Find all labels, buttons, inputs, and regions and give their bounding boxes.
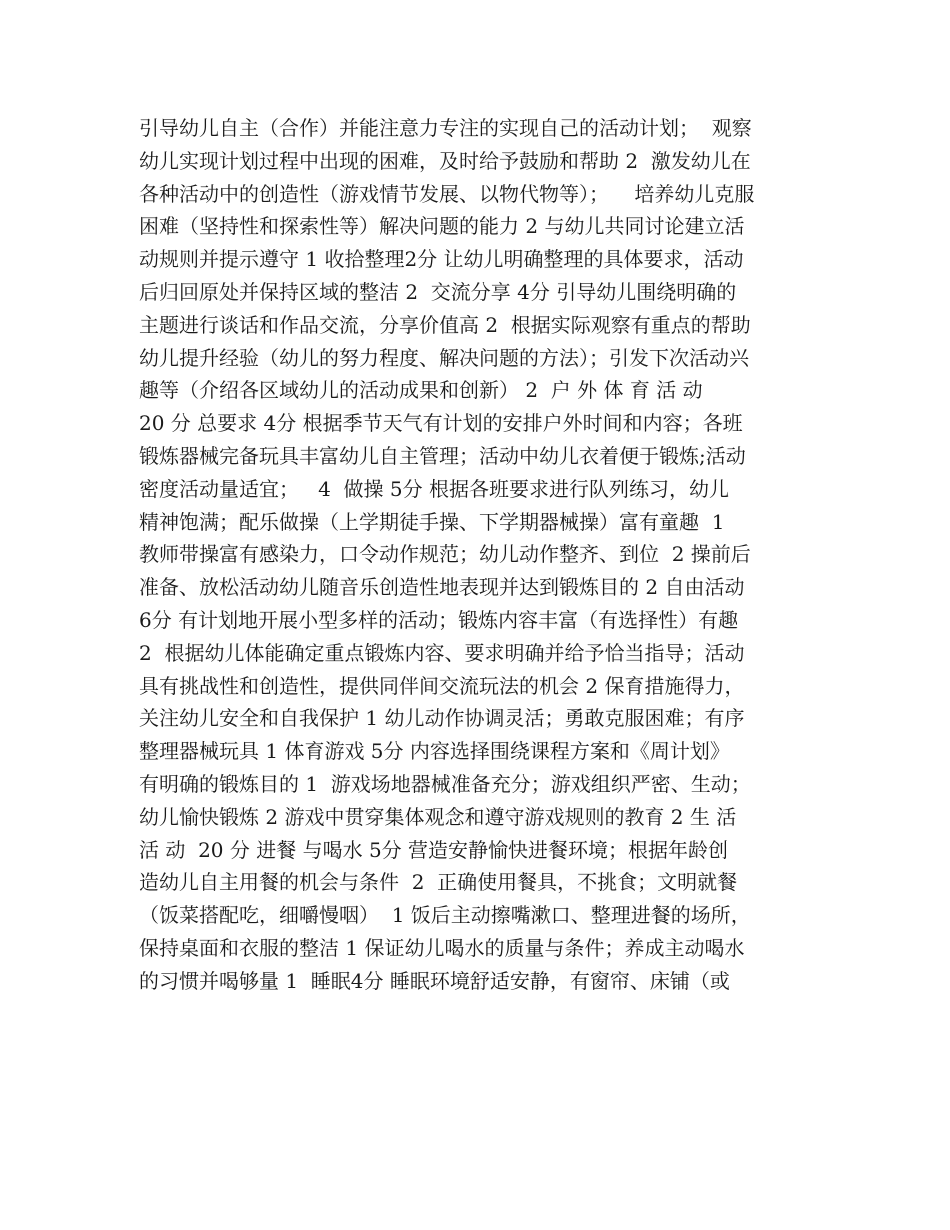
text-line: 动规则并提示遵守 1 收拾整理2分 让幼儿明确整理的具体要求，活动 <box>139 247 744 272</box>
text-line: （饭菜搭配吃，细嚼慢咽） 1 饭后主动擦嘴漱口、整理进餐的场所， <box>139 903 751 928</box>
text-line: 保持桌面和衣服的整洁 1 保证幼儿喝水的质量与条件；养成主动喝水 <box>139 935 745 960</box>
text-line: 幼儿愉快锻炼 2 游戏中贯穿集体观念和遵守游戏规则的教育 2 生 活 <box>139 804 737 829</box>
text-line: 幼儿提升经验（幼儿的努力程度、解决问题的方法）；引发下次活动兴 <box>139 345 749 370</box>
text-line: 准备、放松活动幼儿随音乐创造性地表现并达到锻炼目的 2 自由活动 <box>139 575 745 600</box>
text-line: 主题进行谈话和作品交流，分享价值高 2 根据实际观察有重点的帮助 <box>139 312 751 337</box>
text-line: 2 根据幼儿体能确定重点锻炼内容、要求明确并给予恰当指导；活动 <box>139 640 745 665</box>
text-line: 具有挑战性和创造性，提供同伴间交流玩法的机会 2 保育措施得力， <box>139 673 745 698</box>
text-line: 20 分 总要求 4分 根据季节天气有计划的安排户外时间和内容；各班 <box>139 411 743 436</box>
text-line: 关注幼儿安全和自我保护 1 幼儿动作协调灵活；勇敢克服困难；有序 <box>139 706 745 731</box>
text-line: 各种活动中的创造性（游戏情节发展、以物代物等）； 培养幼儿克服 <box>139 181 755 206</box>
text-line: 整理器械玩具 1 体育游戏 5分 内容选择围绕课程方案和《周计划》 <box>139 739 730 764</box>
text-line: 引导幼儿自主（合作）并能注意力专注的实现自己的活动计划； 观察 <box>139 116 752 140</box>
text-line: 幼儿实现计划过程中出现的困难，及时给予鼓励和帮助 2 激发幼儿在 <box>139 148 751 173</box>
text-line: 教师带操富有感染力，口令动作规范；幼儿动作整齐、到位 2 操前后 <box>139 542 751 567</box>
text-line: 6分 有计划地开展小型多样的活动；锻炼内容丰富（有选择性）有趣 <box>139 607 739 632</box>
body-text <box>139 112 819 998</box>
text-line: 活 动 20 分 进餐 与喝水 5分 营造安静愉快进餐环境；根据年龄创 <box>139 837 729 862</box>
text-line: 后归回原处并保持区域的整洁 2 交流分享 4分 引导幼儿围绕明确的 <box>139 279 737 304</box>
text-line: 精神饱满；配乐做操（上学期徒手操、下学期器械操）富有童趣 1 <box>139 509 725 534</box>
text-line: 趣等（介绍各区域幼儿的活动成果和创新） 2 户 外 体 育 活 动 <box>139 378 703 403</box>
text-line: 密度活动量适宜； 4 做操 5分 根据各班要求进行队列练习，幼儿 <box>139 476 729 501</box>
text-line: 造幼儿自主用餐的机会与条件 2 正确使用餐具，不挑食；文明就餐 <box>139 870 738 895</box>
text-line: 的习惯并喝够量 1 睡眠4分 睡眠环境舒适安静，有窗帘、床铺（或 <box>139 968 730 993</box>
text-line: 困难（坚持性和探索性等）解决问题的能力 2 与幼儿共同讨论建立活 <box>139 214 745 239</box>
text-line: 有明确的锻炼目的 1 游戏场地器械准备充分；游戏组织严密、生动； <box>139 771 751 796</box>
text-line: 锻炼器械完备玩具丰富幼儿自主管理；活动中幼儿衣着便于锻炼;活动 <box>139 443 746 468</box>
